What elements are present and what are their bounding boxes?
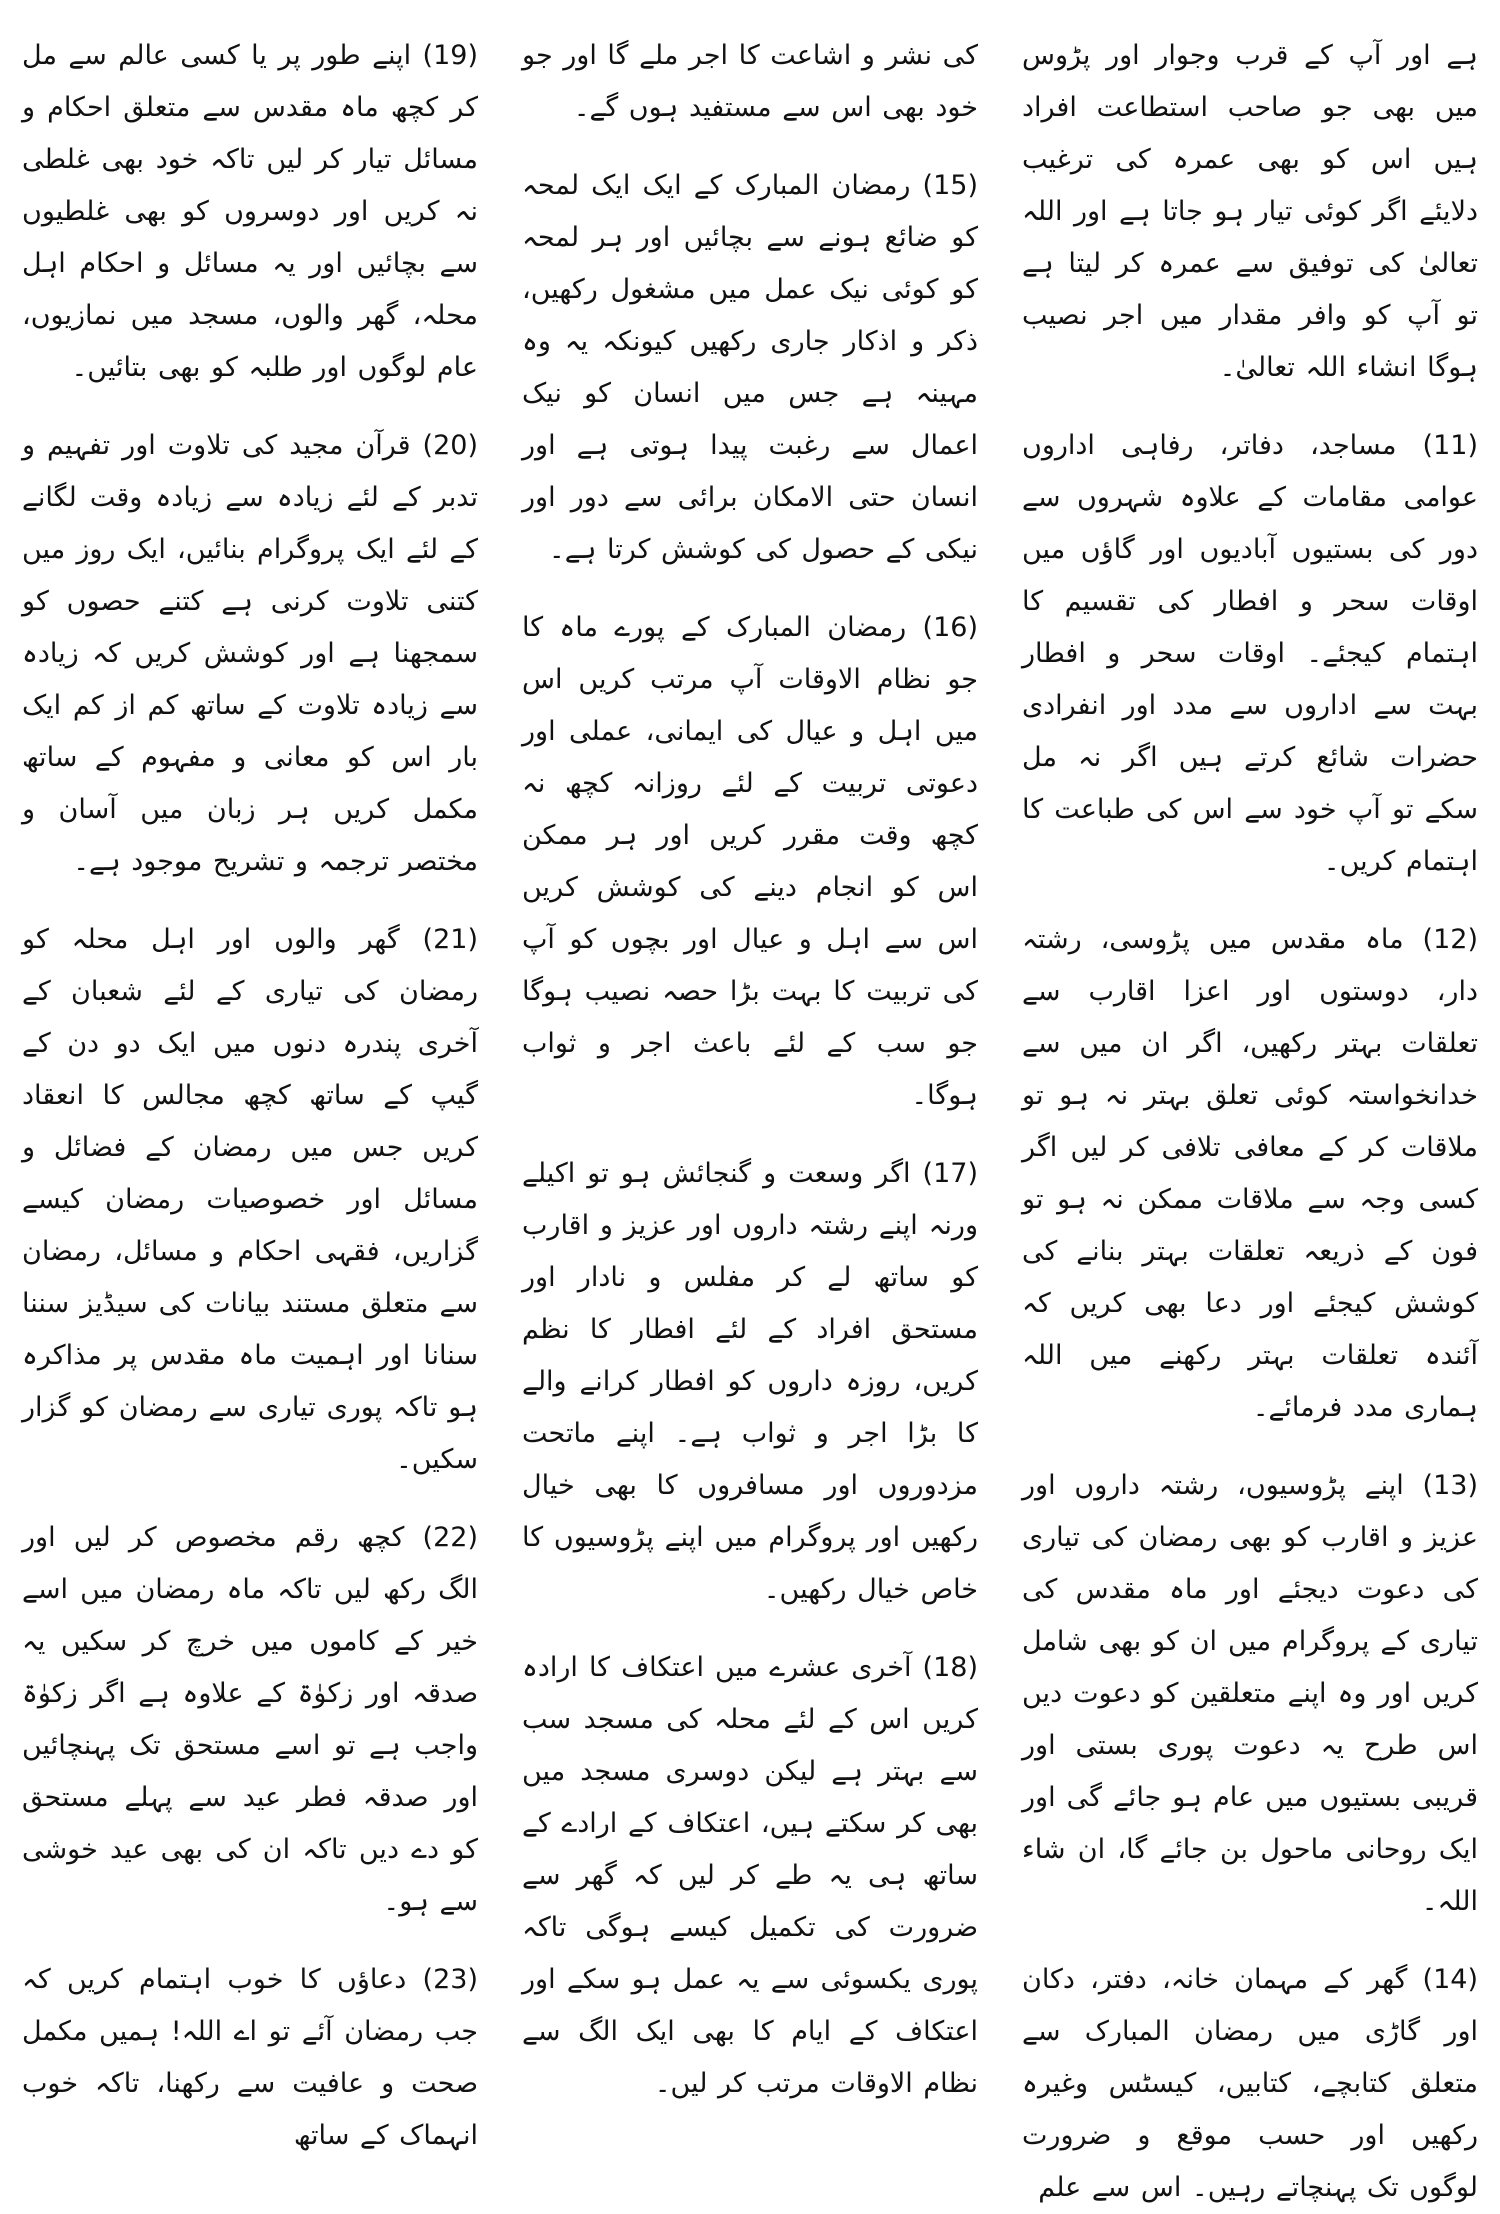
- column-middle: [522, 30, 978, 2176]
- paragraph: ہے اور آپ کے قرب وجوار اور پڑوس میں بھی جو صاحب استطاعت افراد ہیں اس کو بھی عمرہ کی ترغیب دلایئے اگر کوئی تیار ہو جاتا ہے اور اللہ تعالیٰ کی توفیق سے عمرہ کر لیتا ہے تو آپ کو وافر مقدار میں اجر نصیب ہوگا انشاء اللہ تعالیٰ۔: [1022, 40, 1478, 383]
- paragraph: (17) اگر وسعت و گنجائش ہو تو اکیلے ورنہ اپنے رشتہ داروں اور عزیز و اقارب کو ساتھ لے کر مفلس و نادار اور مستحق افراد کے لئے افطار کا نظم کریں، روزہ داروں کو افطار کرانے والے کا بڑا اجر و ثواب ہے۔ اپنے ماتحت مزدوروں اور مسافروں کا بھی خیال رکھیں اور پروگرام میں اپنے پڑوسیوں کا خاص خیال رکھیں۔: [522, 1158, 978, 1605]
- paragraph: (21) گھر والوں اور اہل محلہ کو رمضان کی تیاری کے لئے شعبان کے آخری پندرہ دنوں میں ایک دو دن کے گیپ کے ساتھ کچھ مجالس کا انعقاد کریں جس میں رمضان کے فضائل و مسائل اور خصوصیات رمضان کیسے گزاریں، فقہی احکام و مسائل، رمضان سے متعلق مستند بیانات کی سیڈیز سننا سنانا اور اہمیت ماہ مقدس پر مذاکرہ ہو تاکہ پوری تیاری سے رمضان کو گزار سکیں۔: [22, 924, 478, 1475]
- paragraph: (11) مساجد، دفاتر، رفاہی اداروں عوامی مقامات کے علاوہ شہروں سے دور کی بستیوں آبادیوں اور گاؤں میں اوقات سحر و افطار کی تقسیم کا اہتمام کیجئے۔ اوقات سحر و افطار بہت سے اداروں سے مدد اور انفرادی حضرات شائع کرتے ہیں اگر نہ مل سکے تو آپ خود سے اس کی طباعت کا اہتمام کریں۔: [1022, 430, 1478, 877]
- column-right: [1022, 30, 1478, 2203]
- paragraph: (22) کچھ رقم مخصوص کر لیں اور الگ رکھ لیں تاکہ ماہ رمضان میں اسے خیر کے کاموں میں خرچ کر سکیں یہ صدقہ اور زکوٰۃ کے علاوہ ہے اگر زکوٰۃ واجب ہے تو اسے مستحق تک پہنچائیں اور صدقہ فطر عید سے پہلے مستحق کو دے دیں تاکہ ان کی بھی عید خوشی سے ہو۔: [22, 1522, 478, 1917]
- paragraph: (14) گھر کے مہمان خانہ، دفتر، دکان اور گاڑی میں رمضان المبارک سے متعلق کتابچے، کتابیں، کیسٹس وغیرہ رکھیں اور حسب موقع و ضرورت لوگوں تک پہنچاتے رہیں۔ اس سے علم: [1022, 1964, 1478, 2203]
- paragraph: (16) رمضان المبارک کے پورے ماہ کا جو نظام الاوقات آپ مرتب کریں اس میں اہل و عیال کی ایمانی، عملی اور دعوتی تربیت کے لئے روزانہ کچھ نہ کچھ وقت مقرر کریں اور ہر ممکن اس کو انجام دینے کی کوشش کریں اس سے اہل و عیال اور بچوں کو آپ کی تربیت کا بہت بڑا حصہ نصیب ہوگا جو سب کے لئے باعث اجر و ثواب ہوگا۔: [522, 612, 978, 1111]
- paragraph: (23) دعاؤں کا خوب اہتمام کریں کہ جب رمضان آئے تو اے اللہ! ہمیں مکمل صحت و عافیت سے رکھنا، تاکہ خوب انہماک کے ساتھ: [22, 1964, 478, 2151]
- paragraph: (19) اپنے طور پر یا کسی عالم سے مل کر کچھ ماہ مقدس سے متعلق احکام و مسائل تیار کر لیں تاکہ خود بھی غلطی نہ کریں اور دوسروں کو بھی غلطیوں سے بچائیں اور یہ مسائل و احکام اہل محلہ، گھر والوں، مسجد میں نمازیوں، عام لوگوں اور طلبہ کو بھی بتائیں۔: [22, 40, 478, 383]
- column-left: [22, 30, 478, 2176]
- paragraph: (12) ماہ مقدس میں پڑوسی، رشتہ دار، دوستوں اور اعزا اقارب سے تعلقات بہتر رکھیں، اگر ان میں سے خدانخواستہ کوئی تعلق بہتر نہ ہو تو ملاقات کر کے معافی تلافی کر لیں اگر کسی وجہ سے ملاقات ممکن نہ ہو تو فون کے ذریعہ تعلقات بہتر بنانے کی کوشش کیجئے اور دعا بھی کریں کہ آئندہ تعلقات بہتر رکھنے میں اللہ ہماری مدد فرمائے۔: [1022, 924, 1478, 1423]
- paragraph: (13) اپنے پڑوسیوں، رشتہ داروں اور عزیز و اقارب کو بھی رمضان کی تیاری کی دعوت دیجئے اور ماہ مقدس کی تیاری کے پروگرام میں ان کو بھی شامل کریں اور وہ اپنے متعلقین کو دعوت دیں اس طرح یہ دعوت پوری بستی اور قریبی بستیوں میں عام ہو جائے گی اور ایک روحانی ماحول بن جائے گا، ان شاء اللہ۔: [1022, 1470, 1478, 1917]
- paragraph: کی نشر و اشاعت کا اجر ملے گا اور جو خود بھی اس سے مستفید ہوں گے۔: [522, 40, 978, 123]
- paragraph: (15) رمضان المبارک کے ایک ایک لمحہ کو ضائع ہونے سے بچائیں اور ہر لمحہ کو کوئی نیک عمل میں مشغول رکھیں، ذکر و اذکار جاری رکھیں کیونکہ یہ وہ مہینہ ہے جس میں انسان کو نیک اعمال سے رغبت پیدا ہوتی ہے اور انسان حتی الامکان برائی سے دور اور نیکی کے حصول کی کوشش کرتا ہے۔: [522, 170, 978, 565]
- paragraph: (20) قرآن مجید کی تلاوت اور تفہیم و تدبر کے لئے زیادہ سے زیادہ وقت لگانے کے لئے ایک پروگرام بنائیں، ایک روز میں کتنی تلاوت کرنی ہے کتنے حصوں کو سمجھنا ہے اور کوشش کریں کہ زیادہ سے زیادہ تلاوت کے ساتھ کم از کم ایک بار اس کو معانی و مفہوم کے ساتھ مکمل کریں ہر زبان میں آسان و مختصر ترجمہ و تشریح موجود ہے۔: [22, 430, 478, 877]
- paragraph: (18) آخری عشرے میں اعتکاف کا ارادہ کریں اس کے لئے محلہ کی مسجد سب سے بہتر ہے لیکن دوسری مسجد میں بھی کر سکتے ہیں، اعتکاف کے ارادے کے ساتھ ہی یہ طے کر لیں کہ گھر سے ضرورت کی تکمیل کیسے ہوگی تاکہ پوری یکسوئی سے یہ عمل ہو سکے اور اعتکاف کے ایام کا بھی ایک الگ سے نظام الاوقات مرتب کر لیں۔: [522, 1652, 978, 2099]
